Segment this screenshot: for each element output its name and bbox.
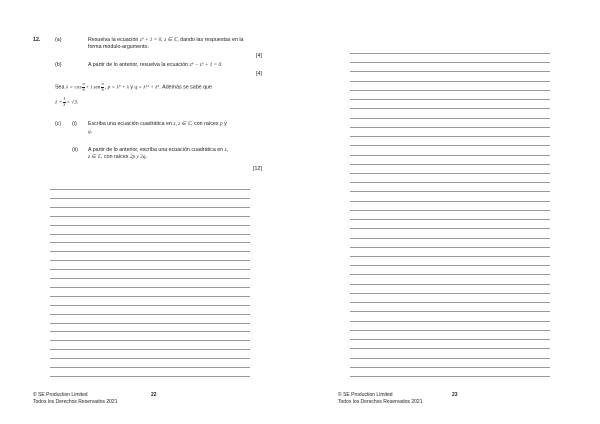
answer-line xyxy=(350,228,550,229)
answer-line xyxy=(50,278,250,279)
answer-line xyxy=(50,269,250,270)
part-a-marks: [4] xyxy=(256,53,262,59)
part-a-text: Resuelva la ecuación z³ + 1 = 0, z ∈ ℂ, dando las respuestas en la xyxy=(88,37,244,43)
part-c-ii-text-line2: z ∈ ℂ, con raíces 2p y 2q. xyxy=(88,154,147,160)
answer-line xyxy=(50,305,250,306)
part-c-i-text-line2: q. xyxy=(88,129,93,135)
answer-line xyxy=(50,242,250,243)
answer-line xyxy=(350,145,550,146)
question-number: 12. xyxy=(33,37,41,43)
answer-line xyxy=(350,182,550,183)
answer-line xyxy=(50,314,250,315)
page-number: 23 xyxy=(452,392,458,398)
answer-line xyxy=(350,302,550,303)
answer-line xyxy=(350,284,550,285)
answer-line xyxy=(50,323,250,324)
answer-line xyxy=(50,331,250,332)
answer-line xyxy=(350,219,550,220)
answer-line xyxy=(350,293,550,294)
answer-line xyxy=(350,274,550,275)
answer-line xyxy=(350,367,550,368)
part-c-label: (c) xyxy=(55,121,62,127)
answer-line xyxy=(350,81,550,82)
answer-line xyxy=(350,164,550,165)
answer-line xyxy=(50,349,250,350)
part-c-ii-label: (ii) xyxy=(72,147,78,153)
part-b-text: A partir de lo anterior, resuelva la ecuación z⁴ − z³ + 1 = 0. xyxy=(88,62,223,68)
answer-line xyxy=(350,127,550,128)
answer-line xyxy=(50,216,250,217)
answer-line xyxy=(350,108,550,109)
answer-line xyxy=(350,210,550,211)
answer-line xyxy=(350,90,550,91)
answer-line xyxy=(350,247,550,248)
part-a-domain: z ∈ ℂ xyxy=(164,37,178,43)
answer-line xyxy=(350,376,550,377)
part-c-ii-text: A partir de lo anterior, escriba una ecuación cuadrática en z, xyxy=(88,147,229,153)
answer-line xyxy=(50,189,250,190)
answer-line xyxy=(350,99,550,100)
part-a-equation: z³ + 1 = 0 xyxy=(139,37,162,43)
answer-line xyxy=(350,358,550,359)
answer-line xyxy=(50,358,250,359)
answer-line xyxy=(50,287,250,288)
answer-line xyxy=(50,296,250,297)
footer-copyright: © SE Production Limited Todos los Derechos Reservados 2021 xyxy=(338,392,423,405)
answer-line xyxy=(350,339,550,340)
page-number: 22 xyxy=(151,392,157,398)
answer-line xyxy=(50,207,250,208)
answer-line xyxy=(350,191,550,192)
answer-line xyxy=(350,136,550,137)
answer-line xyxy=(350,155,550,156)
part-c-i-text: Escriba una ecuación cuadrática en z, z ∈ ℂ, con raíces p y xyxy=(88,121,227,127)
answer-line xyxy=(350,238,550,239)
answer-line xyxy=(350,265,550,266)
answer-line xyxy=(50,260,250,261)
answer-line xyxy=(50,340,250,341)
answer-line xyxy=(50,367,250,368)
part-b-label: (b) xyxy=(55,62,62,68)
definition-line1: Sea λ = cos $\frac{\pi}{6}$ + i sen $\frac{\pi}{6}$ , p = λ³ + λ y q = λ¹¹ + λ⁵. Además se sabe que xyxy=(55,81,212,92)
answer-line xyxy=(350,62,550,63)
part-a-text-line2: forma módulo-argumento. xyxy=(88,44,149,50)
part-b-marks: [4] xyxy=(256,71,262,77)
part-c-marks: [12] xyxy=(253,166,262,172)
answer-line xyxy=(350,53,550,54)
answer-line xyxy=(350,173,550,174)
answer-line xyxy=(350,256,550,257)
part-b-equation: z⁴ − z³ + 1 = 0. xyxy=(189,62,223,68)
definition-line2: λ + $\frac{1}{\lambda}$ = √3. xyxy=(55,96,79,107)
answer-line xyxy=(350,201,550,202)
part-a-label: (a) xyxy=(55,37,62,43)
answer-line xyxy=(350,311,550,312)
answer-line xyxy=(350,321,550,322)
answer-line xyxy=(50,198,250,199)
answer-line xyxy=(50,376,250,377)
footer-copyright: © SE Production Limited Todos los Derechos Reservados 2021 xyxy=(33,392,118,405)
answer-line xyxy=(350,348,550,349)
answer-line xyxy=(50,225,250,226)
answer-line xyxy=(350,118,550,119)
right-page xyxy=(300,0,600,424)
answer-line xyxy=(50,234,250,235)
part-c-i-label: (i) xyxy=(72,121,77,127)
answer-line xyxy=(350,71,550,72)
answer-line xyxy=(350,330,550,331)
answer-line xyxy=(50,251,250,252)
